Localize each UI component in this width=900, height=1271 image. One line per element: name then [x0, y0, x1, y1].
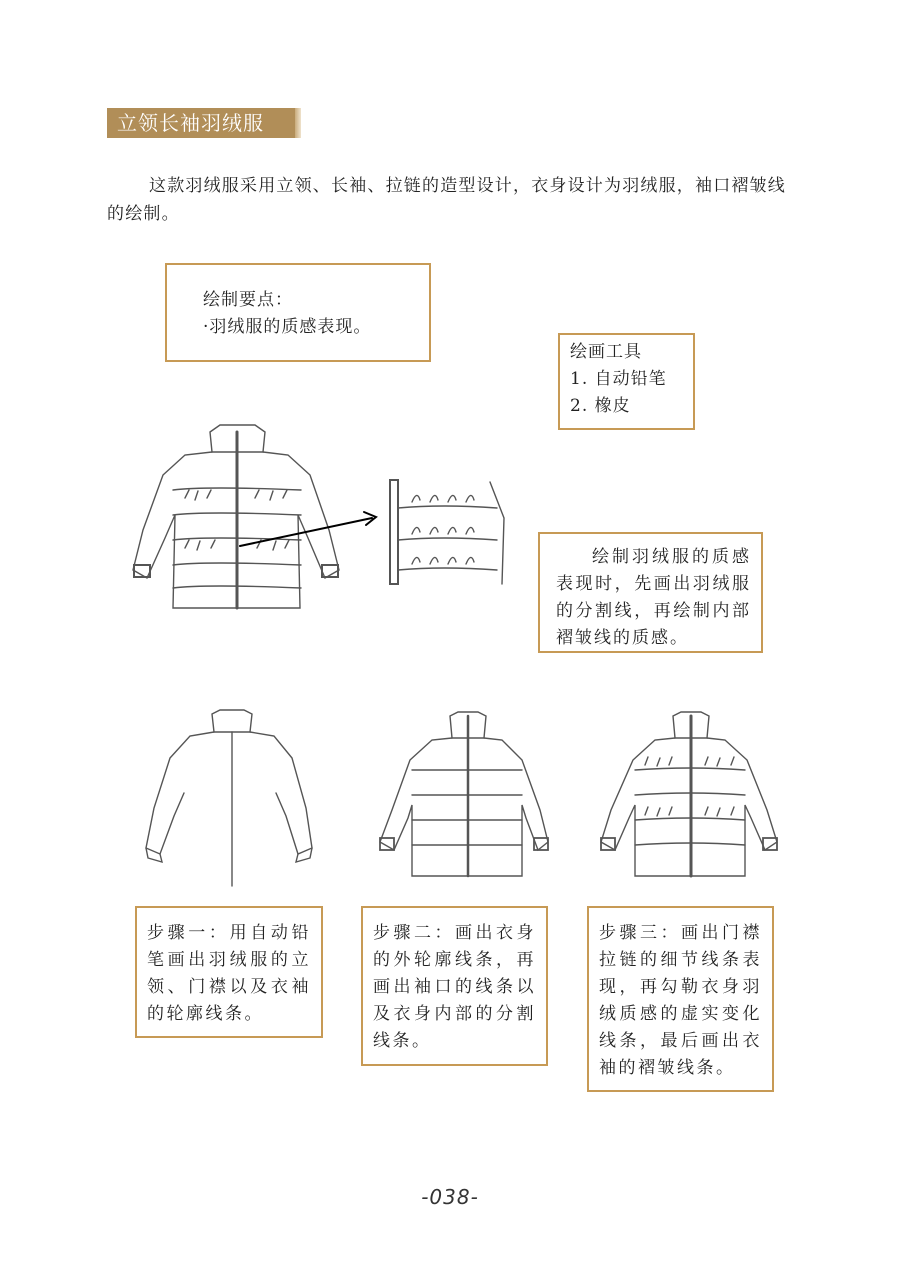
keypoints-item: ·羽绒服的质感表现。 [203, 317, 372, 337]
note-box: 绘制羽绒服的质感表现时，先画出羽绒服的分割线，再绘制内部褶皱线的质感。 [538, 532, 763, 653]
detail-closeup [382, 478, 512, 588]
tools-box [558, 333, 695, 430]
step2-box: 步骤二：画出衣身的外轮廓线条，再画出袖口的线条以及衣身内部的分割线条。 [361, 906, 548, 1066]
keypoints-heading: 绘制要点： [203, 290, 293, 310]
tools-heading: 绘画工具 [570, 342, 642, 362]
step1-box: 步骤一：用自动铅笔画出羽绒服的立领、门襟以及衣袖的轮廓线条。 [135, 906, 323, 1038]
tools-item-2: 2. 橡皮 [570, 396, 631, 416]
section-title: 立领长袖羽绒服 [107, 108, 295, 138]
step3-box: 步骤三：画出门襟拉链的细节线条表现，再勾勒衣身羽绒质感的虚实变化线条，最后画出衣袖的褶皱线条。 [587, 906, 774, 1092]
detail-arrow [240, 510, 380, 550]
keypoints-box [165, 263, 431, 362]
step1-sketch [140, 708, 315, 888]
page-number: -038- [421, 1185, 479, 1209]
step3-sketch [595, 710, 780, 880]
intro-paragraph: 这款羽绒服采用立领、长袖、拉链的造型设计，衣身设计为羽绒服，袖口褶皱线的绘制。 [107, 176, 786, 224]
step2-sketch [372, 710, 547, 880]
tools-item-1: 1. 自动铅笔 [570, 369, 667, 389]
